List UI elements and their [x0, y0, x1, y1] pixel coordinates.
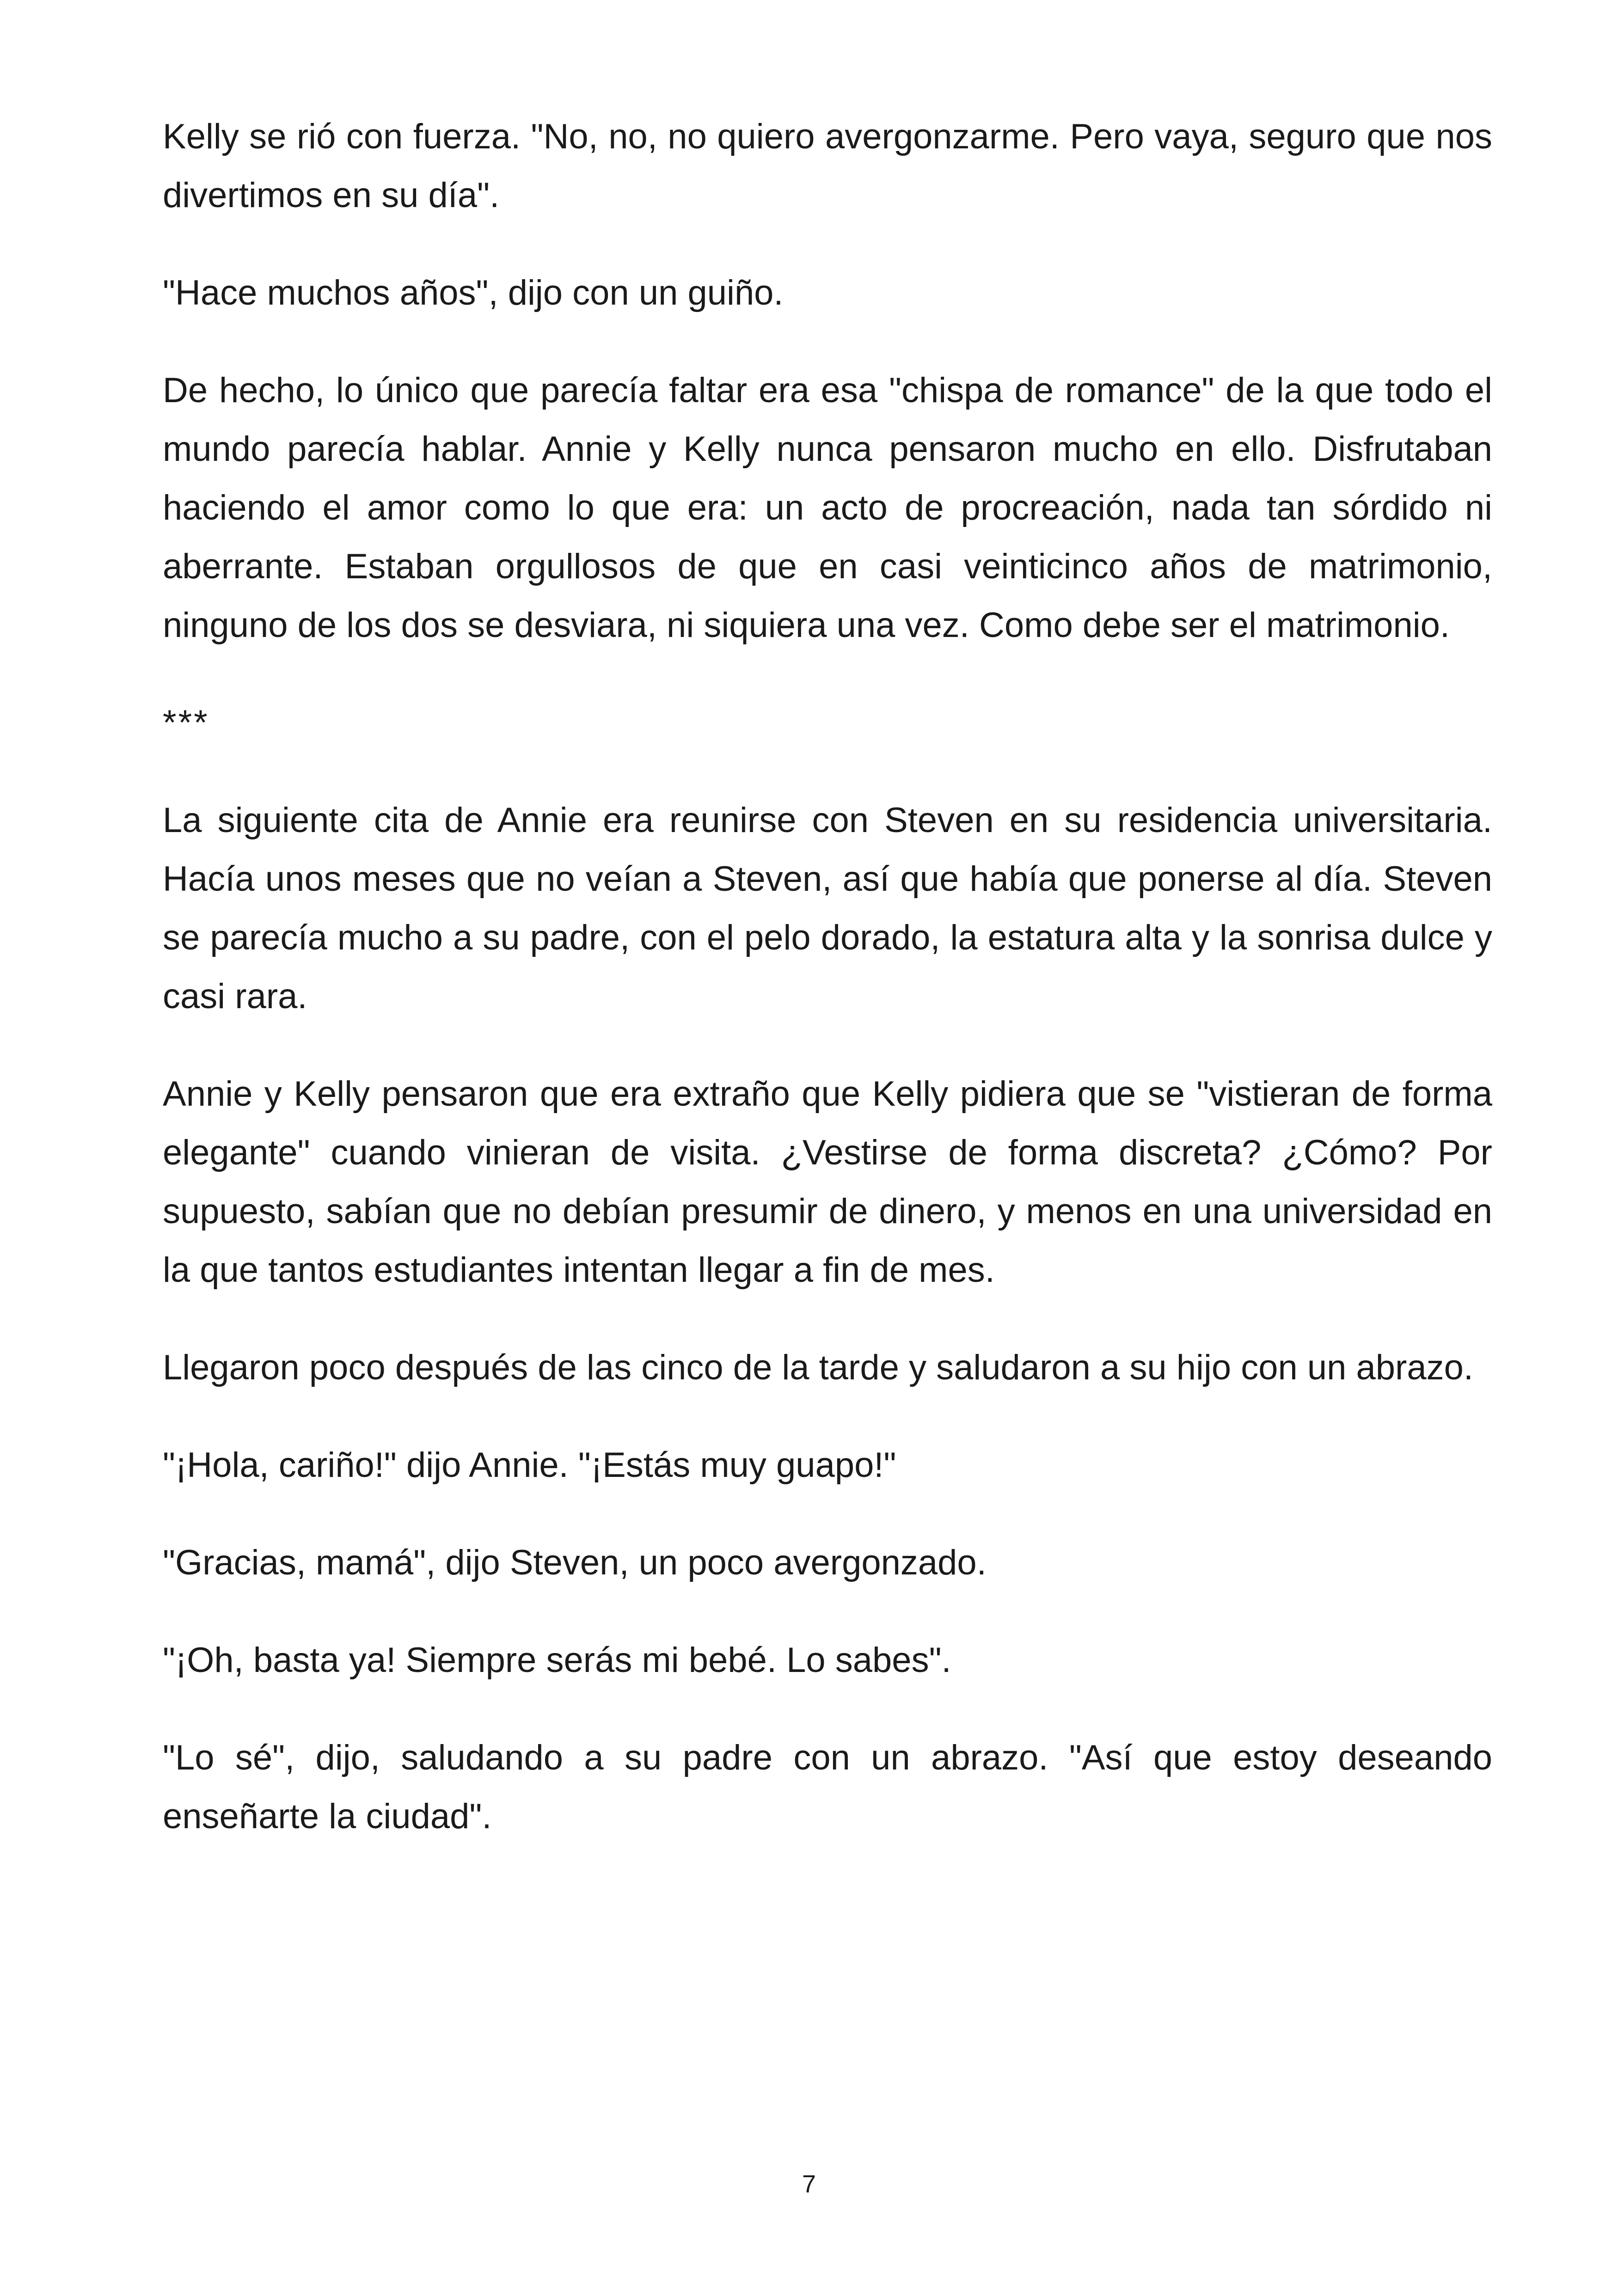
paragraph-2: "Hace muchos años", dijo con un guiño.: [163, 273, 784, 312]
page-number: 7: [802, 2170, 816, 2198]
paragraph-6: Llegaron poco después de las cinco de la tarde y saludaron a su hijo con un abrazo.: [163, 1348, 1474, 1387]
section-separator: ***: [163, 703, 209, 742]
paragraph-7: "¡Hola, cariño!" dijo Annie. "¡Estás muy guapo!": [163, 1445, 896, 1485]
paragraph-10: "Lo sé", dijo, saludando a su padre con un abrazo. "Así que estoy deseando enseñarte la ciudad".: [163, 1738, 1492, 1836]
paragraph-9: "¡Oh, basta ya! Siempre serás mi bebé. Lo sabes".: [163, 1641, 951, 1680]
paragraph-8: "Gracias, mamá", dijo Steven, un poco avergonzado.: [163, 1543, 987, 1582]
paragraph-1: Kelly se rió con fuerza. "No, no, no quiero avergonzarme. Pero vaya, seguro que nos divertimos en su día".: [163, 117, 1492, 215]
body-text: [163, 107, 1492, 1885]
paragraph-4: La siguiente cita de Annie era reunirse con Steven en su residencia universitaria. Hacía unos meses que no veían a Steven, así que había que ponerse al día. Steven se parecía mucho a su padre, con el pelo dorado, la estatura alta y la sonrisa dulce y casi rara.: [163, 801, 1492, 1016]
paragraph-5: Annie y Kelly pensaron que era extraño que Kelly pidiera que se "vistieran de forma elegante" cuando vinieran de visita. ¿Vestirse de forma discreta? ¿Cómo? Por supuesto, sabían que no debían presumir de dinero, y menos en una universidad en la que tantos estudiantes intentan llegar a fin de mes.: [163, 1074, 1492, 1290]
paragraph-3: De hecho, lo único que parecía faltar era esa "chispa de romance" de la que todo el mundo parecía hablar. Annie y Kelly nunca pensaron mucho en ello. Disfrutaban haciendo el amor como lo que era: un acto de procreación, nada tan sórdido ni aberrante. Estaban orgullosos de que en casi veinticinco años de matrimonio, ninguno de los dos se desviara, ni siquiera una vez. Como debe ser el matrimonio.: [163, 371, 1492, 645]
